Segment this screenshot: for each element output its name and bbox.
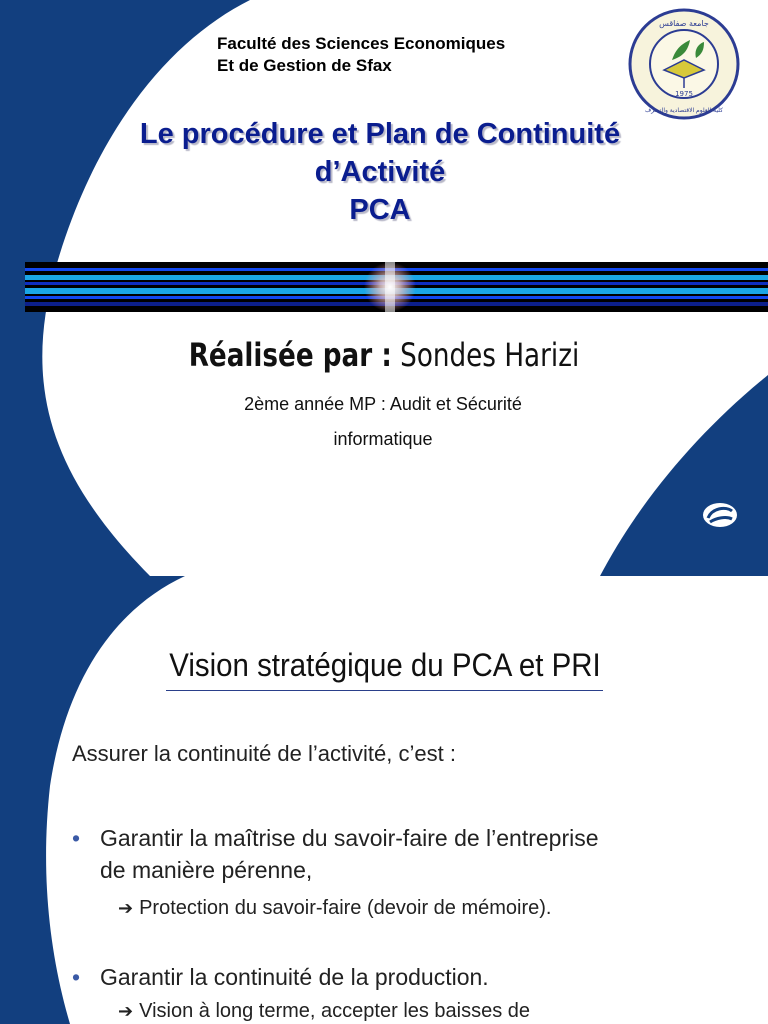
- bullet-marker: •: [72, 964, 81, 990]
- title-line-1: Le procédure et Plan de Continuité: [139, 118, 621, 150]
- decorative-light-stripe: [25, 262, 768, 312]
- author-name: Sondes Harizi: [400, 336, 580, 374]
- sub-point: [118, 895, 758, 922]
- arrow-right-icon: ➔: [118, 898, 134, 919]
- faculty-name: [217, 33, 557, 77]
- presentation-title: [60, 115, 700, 229]
- title-line-2: d’Activité: [314, 156, 446, 188]
- slide-title: Vision stratégique du PCA et PRI: [169, 647, 601, 683]
- degree-line-2: informatique: [333, 429, 433, 449]
- bullet-item: [72, 961, 752, 993]
- arrow-right-icon: ➔: [118, 1001, 134, 1022]
- seal-arabic-bottom: كلية العلوم الاقتصادية والتصرف: [644, 107, 724, 114]
- content-slide: [0, 576, 768, 1024]
- degree-line-1: 2ème année MP : Audit et Sécurité: [244, 394, 522, 414]
- corner-logo-icon: [700, 500, 740, 530]
- sub-point-text: Vision à long terme, accepter les baisses de: [139, 1000, 531, 1022]
- title-underline: [166, 690, 603, 691]
- degree-info: [168, 387, 598, 457]
- title-line-3: PCA: [349, 194, 411, 226]
- bullet-line-1: Garantir la continuité de la production.: [100, 964, 489, 990]
- faculty-line-2: Et de Gestion de Sfax: [217, 56, 392, 75]
- sub-point-text: Protection du savoir-faire (devoir de mémoire).: [139, 897, 552, 919]
- seal-arabic-top: جامعة صفاقس: [659, 19, 709, 28]
- faculty-line-1: Faculté des Sciences Economiques: [217, 34, 506, 53]
- bullet-marker: •: [72, 825, 81, 851]
- bullet-item: [72, 822, 752, 886]
- seal-year: 1975: [675, 90, 693, 98]
- bullet-line-1: Garantir la maîtrise du savoir-faire de l’entreprise: [100, 825, 599, 851]
- sub-point: [118, 998, 758, 1024]
- intro-text: Assurer la continuité de l’activité, c’est :: [72, 741, 456, 766]
- bullet-line-2: de manière pérenne,: [100, 857, 313, 883]
- author-label: Réalisée par :: [188, 336, 392, 374]
- author-line: [69, 333, 699, 377]
- university-seal-icon: [628, 8, 740, 120]
